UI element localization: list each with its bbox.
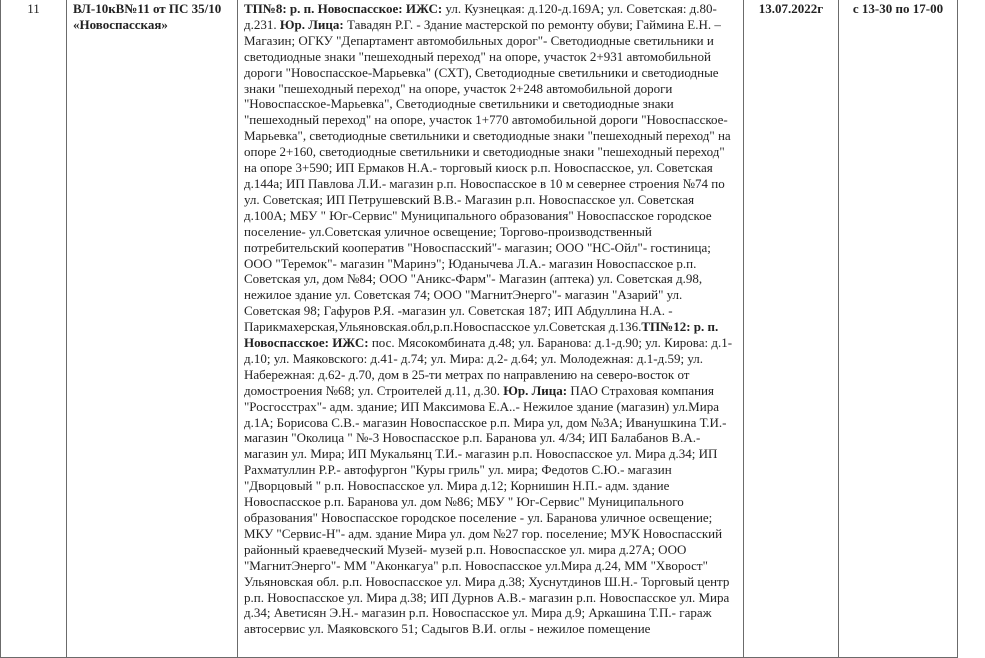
tp8-izhs-addresses: ул. Кузнецкая: д.120-д.169А; ул. Советская: д.80-д.231. xyxy=(244,1,717,32)
tp8-legal-entities: Тавадян Р.Г. - Здание мастерской по ремонту обуви; Гаймина Е.Н. – Магазин; ОГКУ "Департамент автомобильных дорог"- Светодиодные светильники и светодиодные знаки "пешеходный переход" на опоре, участок 2+931 автомобильной дороги "Новоспасское-Марьевка" (СХТ), Светодиодные светильники и светодиодные знаки "пешеходный переход" на опоре, участок 2+248 автомобильной дороги "Новоспасское-Марьевка", Светодиодные светильники и светодиодные знаки "пешеходный переход" на опоре, участок 1+770 автомобильной дороги "Новоспасское-Марьевка", светодиодные светильники и светодиодные знаки "пешеходный переход" на опоре 2+160, светодиодные светильники и светодиодные знаки "пешеходный переход" на опоре 3+590; ИП Ермаков Н.А.- торговый киоск р.п. Новоспасское, ул. Советская д.144а; ИП Павлова Л.И.- магазин р.п. Новоспасское в 10 м севернее строения №74 по ул. Советская; ИП Петрушевский В.В.- Магазин р.п. Новоспасское ул. Советская д.100А; МБУ " Юг-Сервис" Муниципального образования" Новоспасское городское поселение- ул.Советская уличное освещение; Торгово-производственный потребительский кооператив "Новоспасский"- магазин; ООО "НС-Ойл"- гостиница; ООО "Теремок"- магазин "Маринэ"; Юданычева Л.А.- магазин Новоспасское р.п. Советская ул, дом №84; ООО "Аникс-Фарм"- Магазин (аптека) ул. Советская д.98, нежилое здание ул. Советская 74; ООО "МагнитЭнерго"- магазин "Азарий" ул. Советская 98; Гафуров Р.Я. -магазин ул. Советская 187; ИП Абдуллина Н.А. - Парикмахерская,Ульяновская.обл,р.п.Новоспасское ул.Советская д.136. xyxy=(244,16,731,335)
time-cell xyxy=(839,0,958,658)
row-number: 11 xyxy=(27,1,40,16)
outage-time: с 13-30 по 17-00 xyxy=(852,1,944,16)
tp12-legal-heading: Юр. Лица: xyxy=(503,382,568,398)
row-number-cell xyxy=(1,0,67,658)
date-cell xyxy=(744,0,839,658)
tp12-izhs-addresses: пос. Мясокомбината д.48; ул. Баранова: д.1-д.90; ул. Кирова: д.1- д.10; ул. Маяковского: д.41- д.74; ул. Мира: д.2- д.64; ул. Молодежная: д.1-д.59; ул. Набережная: д.62- д.70, дом в 25-ти метрах по направлению на северо-восток от домостроения №68; ул. Строителей д.11, д.30. xyxy=(244,335,733,398)
right-margin xyxy=(958,0,971,658)
addresses-cell xyxy=(238,0,744,658)
line-cell xyxy=(67,0,238,658)
tp8-heading: ТП№8: р. п. Новоспасское: ИЖС: xyxy=(244,1,443,16)
tp8-legal-heading: Юр. Лица: xyxy=(279,16,344,32)
power-line-name: ВЛ-10кВ№11 от ПС 35/10 «Новоспасская» xyxy=(73,1,222,32)
outage-date: 13.07.2022г xyxy=(758,1,824,16)
table-row xyxy=(1,0,971,658)
tp12-legal-entities: ПАО Страховая компания "Росгосстрах"- адм. здание; ИП Максимова Е.А..- Нежилое здание (магазин) ул.Мира д.1А; Борисова С.В.- магазин Новоспасское р.п. Мира ул, дом №3А; Иванушкина Т.И.- магазин "Околица " №-3 Новоспасское р.п. Баранова ул. 4/34; ИП Балабанов В.А.- магазин ул. Мира; ИП Мукальянц Т.И.- магазин р.п. Новоспасское ул. Мира д.34; ИП Рахматуллин Р.Р.- автофургон "Куры гриль" ул. мира; Федотов С.Ю.- магазин "Дворцовый " р.п. Новоспасское ул. Мира д.12; Корнишин Н.П.- адм. здание Новоспасское р.п. Баранова ул. дом №86; МБУ " Юг-Сервис" Муниципального образования" Новоспасское городское поселение - ул. Баранова уличное освещение; МКУ "Сервис-Н"- адм. здание Мира ул. дом №27 гор. поселение; МУК Новоспасский районный краеведческий Музей- музей р.п. Новоспасское ул. мира д.27А; ООО "МагнитЭнерго"- ММ "Аконкагуа" р.п. Новоспасское ул.Мира д.24, ММ "Хворост" Ульяновская обл. р.п. Новоспасское ул. Мира д.38; Хуснутдинов Ш.Н.- Торговый центр р.п. Новоспасское ул. Мира д.38; ИП Дурнов А.В.- магазин р.п. Новоспасское ул. Мира д.34; Аветисян Э.Н.- магазин р.п. Новоспасское ул. Мира д.9; Аркашина Т.П.- гараж автосервис ул. Маяковского 51; Садыгов В.И. оглы - нежилое помещение xyxy=(244,382,730,637)
tp12-heading: ТП№12: р. п. Новоспасское: ИЖС: xyxy=(244,319,719,351)
